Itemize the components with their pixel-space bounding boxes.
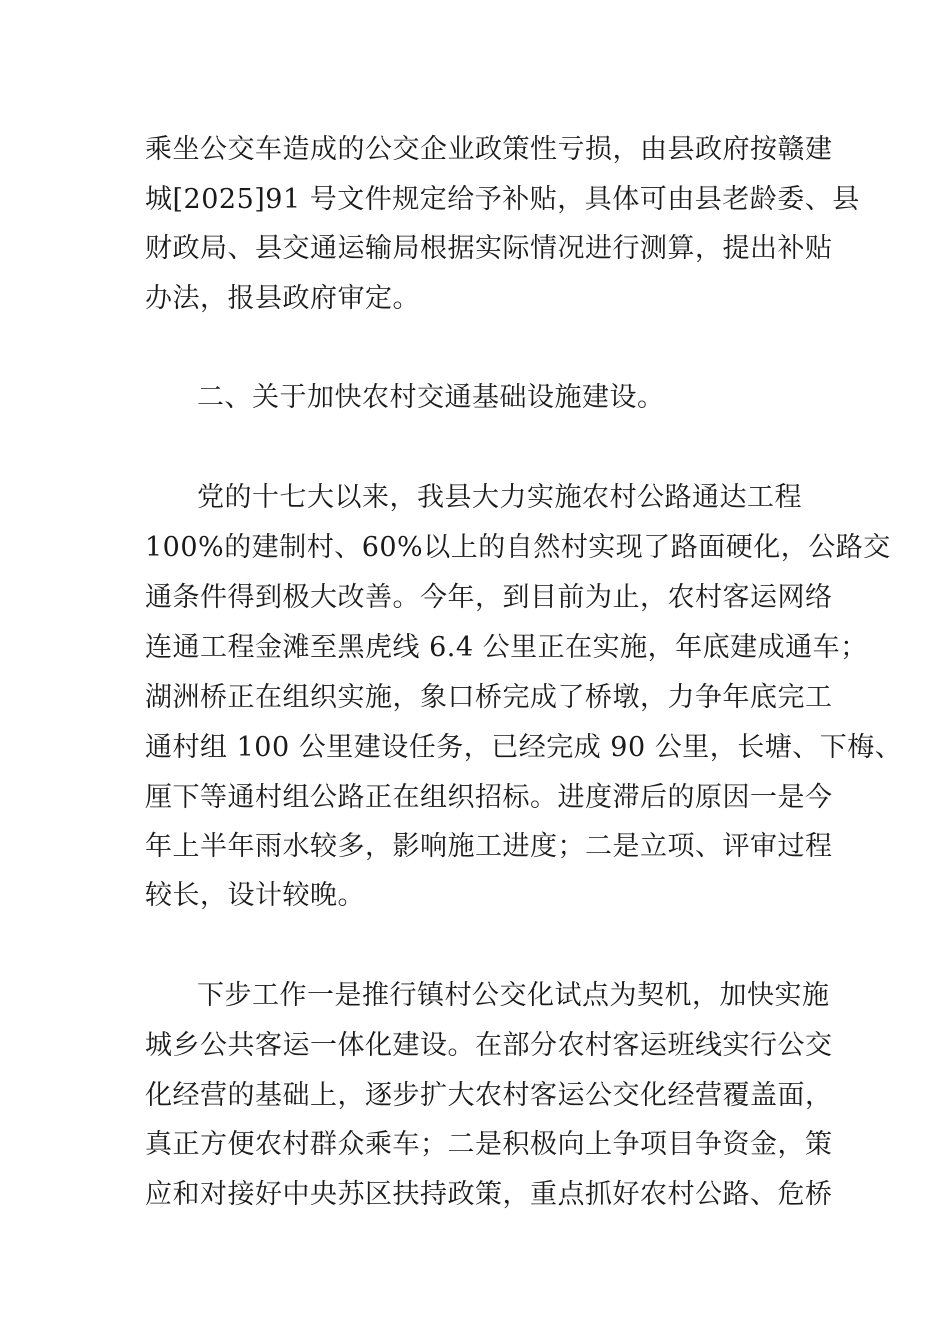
- text-line: 100%的建制村、60%以上的自然村实现了路面硬化，公路交: [145, 532, 891, 563]
- text-line: 党的十七大以来，我县大力实施农村公路通达工程: [197, 482, 802, 513]
- text-line: 下步工作一是推行镇村公交化试点为契机，加快实施: [197, 980, 830, 1011]
- text-line: 城[2025]91 号文件规定给予补贴，具体可由县老龄委、县: [145, 184, 860, 215]
- text-line: 真正方便农村群众乘车；二是积极向上争项目争资金，策: [145, 1129, 833, 1160]
- text-line: 应和对接好中央苏区扶持政策，重点抓好农村公路、危桥: [145, 1179, 833, 1210]
- section-heading: 二、关于加快农村交通基础设施建设。: [197, 382, 665, 413]
- text-line: 较长，设计较晚。: [145, 880, 365, 911]
- text-line: 城乡公共客运一体化建设。在部分农村客运班线实行公交: [145, 1030, 833, 1061]
- text-line: 化经营的基础上，逐步扩大农村客运公交化经营覆盖面，: [145, 1080, 833, 1111]
- text-line: 湖洲桥正在组织实施，象口桥完成了桥墩，力争年底完工: [145, 682, 833, 713]
- text-line: 通村组 100 公里建设任务，已经完成 90 公里，长塘、下梅、: [145, 732, 903, 763]
- text-line: 通条件得到极大改善。今年，到目前为止，农村客运网络: [145, 582, 833, 613]
- text-line: 厘下等通村组公路正在组织招标。进度滞后的原因一是今: [145, 782, 833, 813]
- text-line: 办法，报县政府审定。: [145, 283, 420, 314]
- text-line: 财政局、县交通运输局根据实际情况进行测算，提出补贴: [145, 233, 833, 264]
- text-line: 乘坐公交车造成的公交企业政策性亏损，由县政府按赣建: [145, 134, 833, 165]
- text-line: 连通工程金滩至黑虎线 6.4 公里正在实施，年底建成通车；: [145, 632, 868, 663]
- text-line: 年上半年雨水较多，影响施工进度；二是立项、评审过程: [145, 831, 833, 862]
